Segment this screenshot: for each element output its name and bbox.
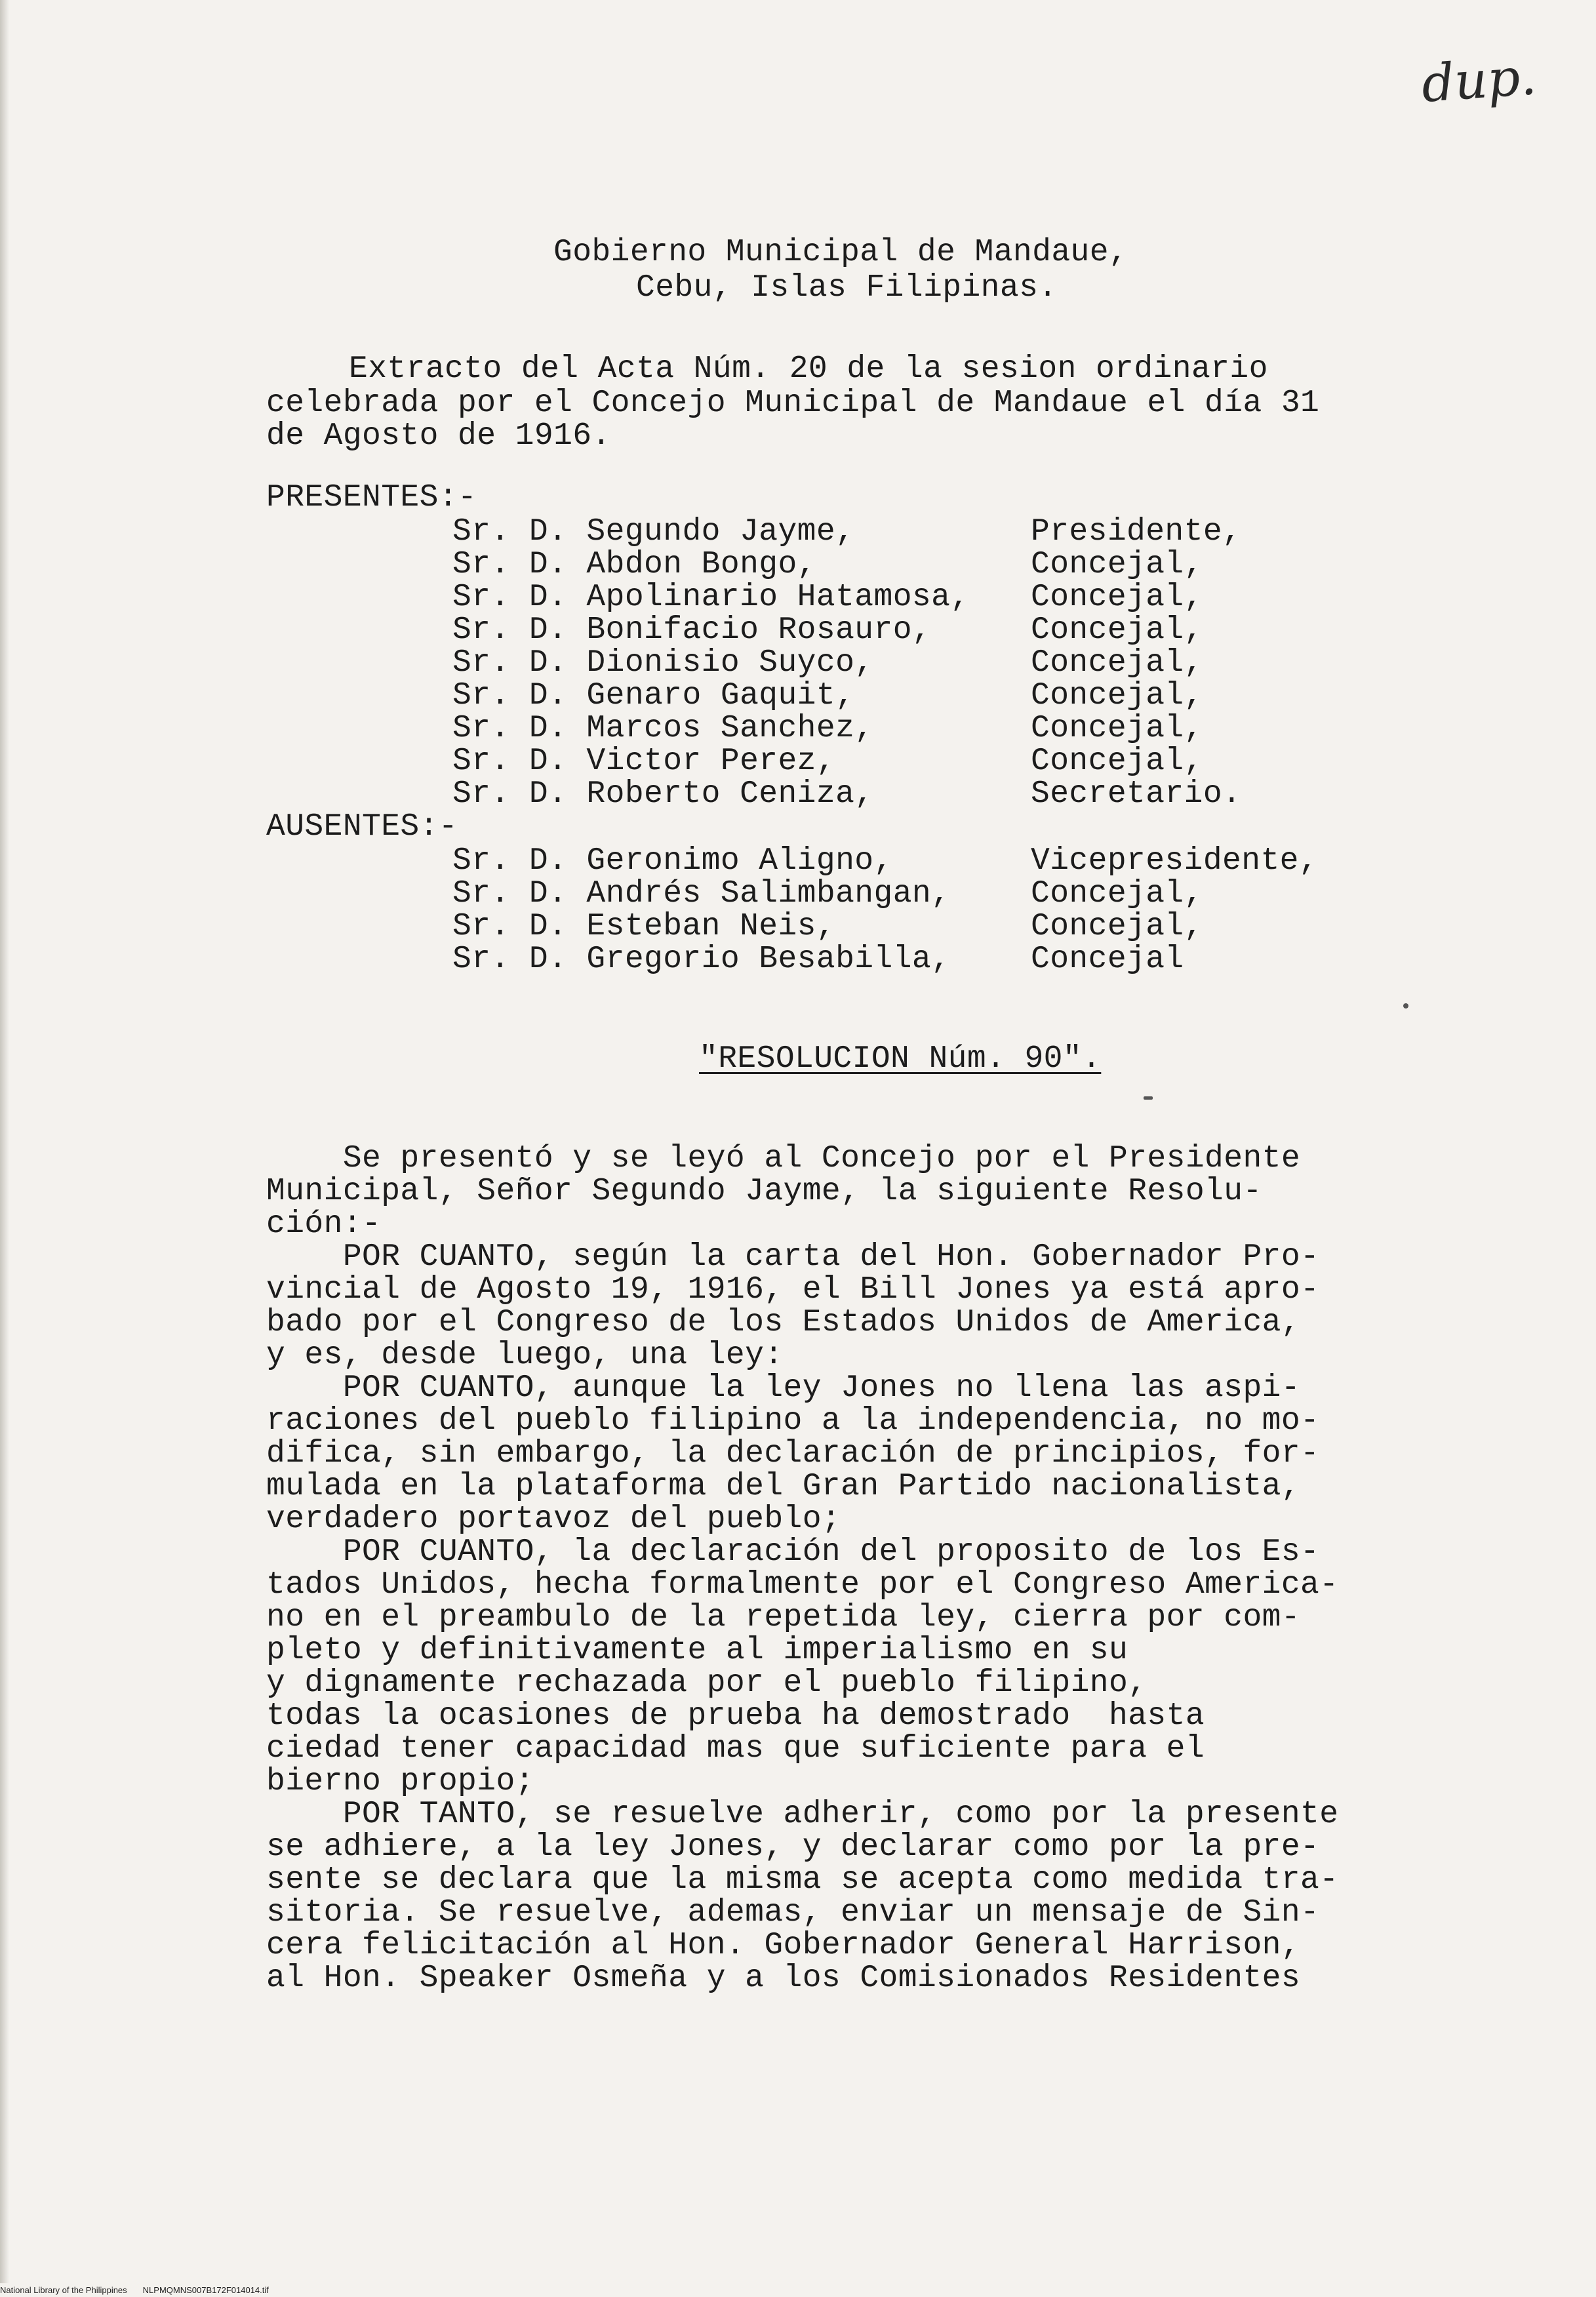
body-line: POR CUANTO, aunque la ley Jones no llena las aspi- — [266, 1370, 1301, 1406]
body-line: POR CUANTO, según la carta del Hon. Gobernador Pro- — [266, 1239, 1320, 1275]
absentee-name: Sr. D. Gregorio Besabilla, — [452, 942, 951, 977]
handwritten-note: dup. — [1420, 47, 1538, 114]
body-line: raciones del pueblo filipino a la independencia, no mo- — [266, 1403, 1320, 1439]
body-line: ciedad tener capacidad mas que suficiente para el — [266, 1731, 1205, 1767]
body-line: pleto y definitivamente al imperialismo en su — [266, 1633, 1128, 1668]
footer-library: National Library of the Philippines — [0, 2285, 127, 2295]
body-line: POR TANTO, se resuelve adherir, como por la presente — [266, 1797, 1339, 1832]
absentee-name: Sr. D. Geronimo Aligno, — [452, 843, 893, 879]
attendee-name: Sr. D. Victor Perez, — [452, 744, 836, 779]
absentee-name: Sr. D. Andrés Salimbangan, — [452, 876, 951, 911]
absentee-role: Concejal, — [1031, 909, 1203, 944]
attendee-name: Sr. D. Dionisio Suyco, — [452, 645, 874, 681]
body-line: bado por el Congreso de los Estados Unidos de America, — [266, 1305, 1301, 1340]
attendee-name: Sr. D. Bonifacio Rosauro, — [452, 612, 932, 648]
attendee-name: Sr. D. Genaro Gaquit, — [452, 678, 855, 713]
scan-speck — [1144, 1096, 1153, 1100]
body-line: difica, sin embargo, la declaración de principios, for- — [266, 1436, 1320, 1471]
ausentes-label: AUSENTES:- — [266, 809, 458, 845]
body-line: Se presentó y se leyó al Concejo por el Presidente — [266, 1141, 1301, 1176]
header-line-2: Cebu, Islas Filipinas. — [636, 270, 1058, 306]
body-line: sente se declara que la misma se acepta como medida tra- — [266, 1862, 1339, 1898]
absentee-role: Concejal, — [1031, 876, 1203, 911]
body-line: sitoria. Se resuelve, ademas, enviar un mensaje de Sin- — [266, 1895, 1320, 1930]
footer-file-id: NLPMQMNS007B172F014014.tif — [142, 2285, 269, 2295]
scan-speck — [1403, 1003, 1408, 1009]
attendee-name: Sr. D. Marcos Sanchez, — [452, 711, 874, 746]
resolution-title: "RESOLUCION Núm. 90". — [699, 1041, 1102, 1077]
presentes-label: PRESENTES:- — [266, 480, 477, 515]
body-line: verdadero portavoz del pueblo; — [266, 1502, 841, 1537]
body-line: cera felicitación al Hon. Gobernador General Harrison, — [266, 1928, 1301, 1963]
intro-line-3: de Agosto de 1916. — [266, 418, 611, 454]
page-edge-shadow — [0, 0, 9, 2283]
attendee-name: Sr. D. Abdon Bongo, — [452, 547, 816, 582]
body-line: no en el preambulo de la repetida ley, cierra por com- — [266, 1600, 1301, 1635]
scan-footer — [0, 2283, 1596, 2297]
body-line: POR CUANTO, la declaración del proposito de los Es- — [266, 1534, 1320, 1570]
attendee-role: Concejal, — [1031, 547, 1203, 582]
absentee-role: Concejal — [1031, 942, 1184, 977]
attendee-role: Concejal, — [1031, 744, 1203, 779]
body-line: ción:- — [266, 1207, 382, 1242]
body-line: y es, desde luego, una ley: — [266, 1338, 784, 1373]
attendee-role: Concejal, — [1031, 711, 1203, 746]
attendee-role: Concejal, — [1031, 612, 1203, 648]
body-line: bierno propio; — [266, 1764, 534, 1799]
attendee-role: Concejal, — [1031, 678, 1203, 713]
body-line: mulada en la plataforma del Gran Partido nacionalista, — [266, 1469, 1301, 1504]
attendee-role: Concejal, — [1031, 645, 1203, 681]
intro-line-2: celebrada por el Concejo Municipal de Mandaue el día 31 — [266, 386, 1320, 421]
intro-line-1: Extracto del Acta Núm. 20 de la sesion ordinario — [349, 351, 1268, 387]
header-line-1: Gobierno Municipal de Mandaue, — [553, 235, 1128, 270]
attendee-name: Sr. D. Apolinario Hatamosa, — [452, 580, 970, 615]
body-line: vincial de Agosto 19, 1916, el Bill Jones ya está apro- — [266, 1272, 1320, 1308]
body-line: todas la ocasiones de prueba ha demostrado hasta — [266, 1698, 1205, 1734]
body-line: tados Unidos, hecha formalmente por el Congreso America- — [266, 1567, 1339, 1603]
body-line: al Hon. Speaker Osmeña y a los Comisionados Residentes — [266, 1961, 1301, 1996]
attendee-role: Secretario. — [1031, 776, 1242, 812]
attendee-name: Sr. D. Segundo Jayme, — [452, 514, 855, 549]
attendee-role: Presidente, — [1031, 514, 1242, 549]
body-line: Municipal, Señor Segundo Jayme, la siguiente Resolu- — [266, 1174, 1262, 1209]
body-line: se adhiere, a la ley Jones, y declarar como por la pre- — [266, 1829, 1320, 1865]
attendee-name: Sr. D. Roberto Ceniza, — [452, 776, 874, 812]
attendee-role: Concejal, — [1031, 580, 1203, 615]
absentee-role: Vicepresidente, — [1031, 843, 1319, 879]
body-line: y dignamente rechazada por el pueblo filipino, — [266, 1666, 1147, 1701]
absentee-name: Sr. D. Esteban Neis, — [452, 909, 836, 944]
